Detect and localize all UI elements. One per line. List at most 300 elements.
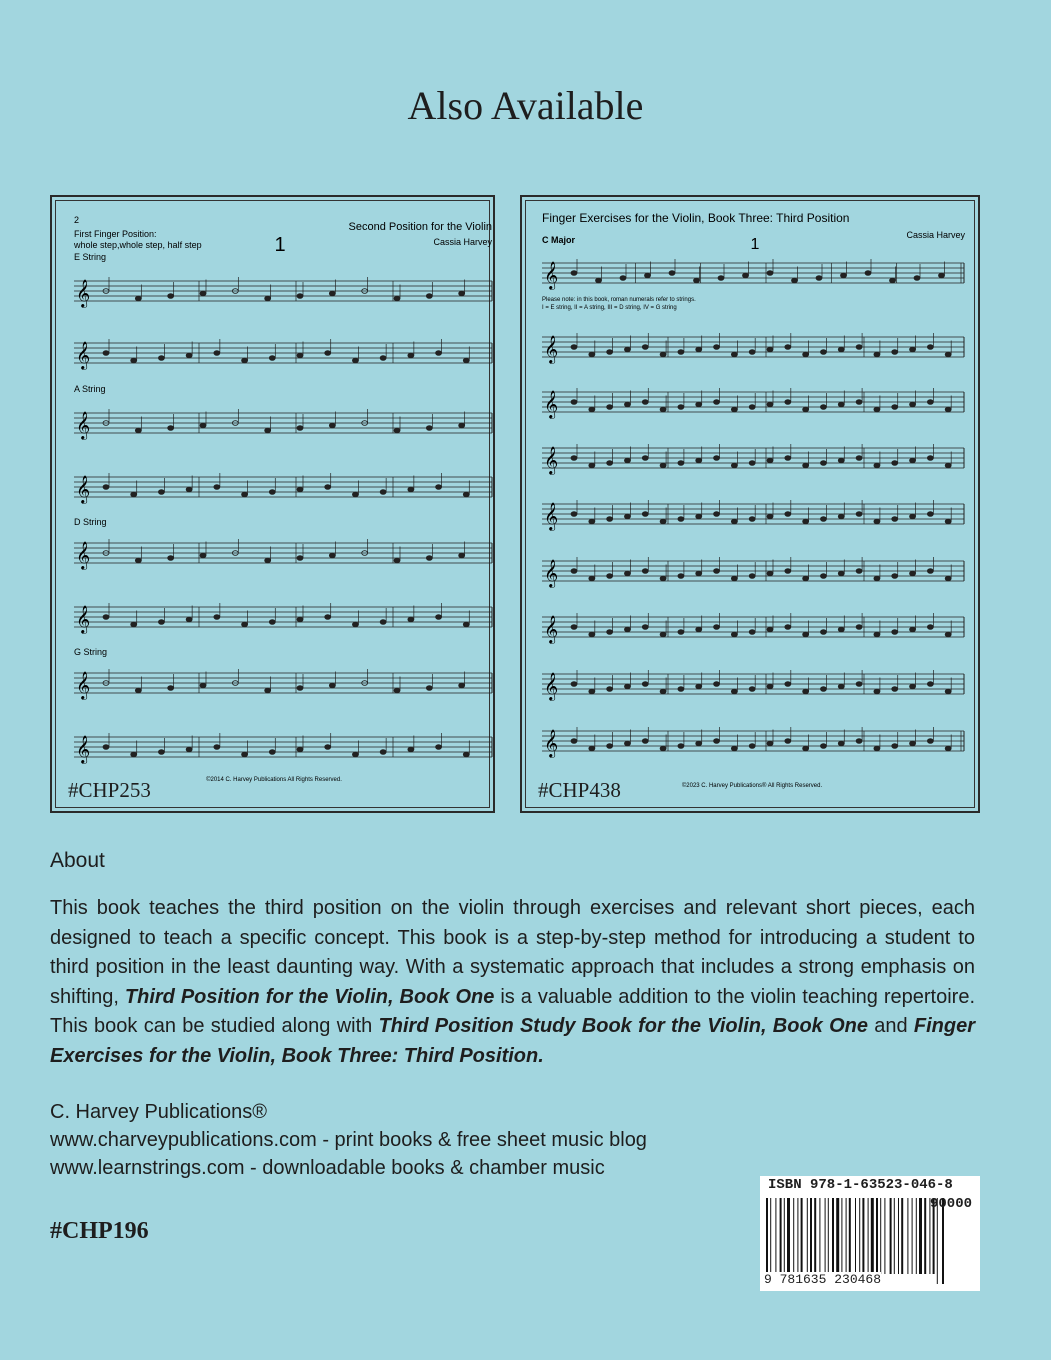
note (265, 428, 271, 433)
sheet-music-right (522, 197, 982, 815)
treble-clef-icon: 𝄞 (544, 615, 559, 643)
note (660, 632, 666, 637)
note (329, 291, 335, 296)
staff (74, 473, 492, 504)
string-label: E String (74, 252, 107, 262)
publisher-info (50, 1098, 647, 1182)
note (269, 620, 275, 625)
note (927, 569, 933, 574)
note (642, 682, 648, 687)
note (325, 745, 331, 750)
note (297, 353, 303, 358)
note (820, 405, 826, 410)
note (571, 400, 577, 405)
note (892, 517, 898, 522)
note (767, 514, 773, 519)
note (678, 630, 684, 635)
note (269, 490, 275, 495)
note (803, 746, 809, 751)
note (785, 739, 791, 744)
note (214, 615, 220, 620)
note (426, 294, 432, 299)
note (678, 574, 684, 579)
note (186, 353, 192, 358)
note (714, 682, 720, 687)
note (436, 351, 442, 356)
note (642, 345, 648, 350)
sheet-title: Finger Exercises for the Violin, Book Three: Third Position (542, 211, 850, 225)
note (678, 517, 684, 522)
note (892, 744, 898, 749)
note (803, 352, 809, 357)
note (820, 574, 826, 579)
note (678, 744, 684, 749)
note (394, 296, 400, 301)
staff (542, 259, 964, 290)
note (265, 558, 271, 563)
note (571, 456, 577, 461)
note (927, 512, 933, 517)
treble-clef-icon: 𝄞 (76, 475, 91, 503)
note (892, 461, 898, 466)
note (135, 296, 141, 301)
string-label: D String (74, 517, 107, 527)
note (103, 351, 109, 356)
note (380, 490, 386, 495)
note (927, 682, 933, 687)
treble-clef-icon: 𝄞 (76, 279, 91, 307)
about-title: About (50, 849, 105, 872)
note (803, 632, 809, 637)
note (731, 576, 737, 581)
about-description: This book teaches the third position on the violin through exercises and relevant short pieces, each designed to teach a specific concept. This book is a step-by-step method for introducing a student to third position in the least daunting way. With a systematic approach that includes a strong emphasis on shifting, Third Position for the Violin, Book One is a valuable addition to the violin teaching repertoire. This book can be studied along with Third Position Study Book for the Violin, Book One and Finger Exercises for the Violin, Book Three: Third Position. (50, 897, 976, 1067)
note (607, 687, 613, 692)
note (841, 273, 847, 278)
note (767, 347, 773, 352)
treble-clef-icon: 𝄞 (76, 605, 91, 633)
sheet-author: Cassia Harvey (433, 237, 492, 247)
note (767, 571, 773, 576)
note (785, 345, 791, 350)
note (642, 400, 648, 405)
note (749, 744, 755, 749)
note (696, 684, 702, 689)
note (714, 400, 720, 405)
note (426, 686, 432, 691)
note (803, 689, 809, 694)
key-label: C Major (542, 235, 576, 245)
treble-clef-icon: 𝄞 (544, 729, 559, 757)
note (731, 352, 737, 357)
staff (74, 539, 492, 570)
note (838, 402, 844, 407)
note (678, 461, 684, 466)
note (459, 291, 465, 296)
note (607, 630, 613, 635)
staff (542, 333, 964, 364)
treble-clef-icon: 𝄞 (76, 341, 91, 369)
note (820, 517, 826, 522)
note (718, 276, 724, 281)
sheet-author: Cassia Harvey (906, 230, 965, 240)
note (838, 458, 844, 463)
note (731, 519, 737, 524)
note (463, 622, 469, 627)
note (910, 514, 916, 519)
note (669, 271, 675, 276)
note (892, 350, 898, 355)
note (642, 739, 648, 744)
note (571, 569, 577, 574)
note (624, 684, 630, 689)
note (945, 689, 951, 694)
publisher-name: C. Harvey Publications® (50, 1101, 268, 1123)
treble-clef-icon: 𝄞 (544, 261, 559, 289)
note (785, 456, 791, 461)
note (131, 752, 137, 757)
note (856, 512, 862, 517)
note (731, 463, 737, 468)
note (571, 739, 577, 744)
sheet-music-left (52, 197, 497, 815)
note (242, 492, 248, 497)
note (945, 576, 951, 581)
note (678, 687, 684, 692)
note (838, 514, 844, 519)
note (874, 519, 880, 524)
note (408, 617, 414, 622)
note (186, 617, 192, 622)
note (620, 276, 626, 281)
page-number: 2 (74, 215, 80, 225)
note (607, 744, 613, 749)
note (856, 739, 862, 744)
note (865, 271, 871, 276)
note (660, 463, 666, 468)
sheet-copyright: ©2014 C. Harvey Publications All Rights Reserved. (206, 777, 342, 783)
note (749, 405, 755, 410)
note (571, 512, 577, 517)
note (242, 622, 248, 627)
note (892, 405, 898, 410)
note (856, 456, 862, 461)
note (820, 350, 826, 355)
note (607, 517, 613, 522)
note (927, 739, 933, 744)
note (714, 739, 720, 744)
note (103, 615, 109, 620)
treble-clef-icon: 𝄞 (544, 335, 559, 363)
note (436, 745, 442, 750)
note (329, 553, 335, 558)
note (660, 352, 666, 357)
note (910, 627, 916, 632)
note (103, 745, 109, 750)
treble-clef-icon: 𝄞 (76, 541, 91, 569)
note (910, 571, 916, 576)
note (914, 276, 920, 281)
note (352, 752, 358, 757)
note (325, 485, 331, 490)
note (158, 356, 164, 361)
note (624, 741, 630, 746)
note (660, 689, 666, 694)
staff (74, 669, 492, 700)
note (463, 492, 469, 497)
note (892, 630, 898, 635)
note (168, 426, 174, 431)
note (660, 576, 666, 581)
staff (542, 500, 964, 531)
note (200, 553, 206, 558)
note (749, 517, 755, 522)
note (131, 492, 137, 497)
note (408, 747, 414, 752)
note (749, 461, 755, 466)
note (624, 347, 630, 352)
note (297, 556, 303, 561)
note (749, 687, 755, 692)
note (785, 512, 791, 517)
treble-clef-icon: 𝄞 (544, 559, 559, 587)
note (696, 514, 702, 519)
note (910, 684, 916, 689)
note (767, 684, 773, 689)
note (214, 745, 220, 750)
note (660, 746, 666, 751)
note (749, 574, 755, 579)
note (945, 352, 951, 357)
note (642, 625, 648, 630)
note (910, 741, 916, 746)
staff (542, 613, 964, 644)
note (103, 485, 109, 490)
note (242, 358, 248, 363)
note (642, 456, 648, 461)
note (265, 296, 271, 301)
note (329, 683, 335, 688)
note (168, 686, 174, 691)
note (624, 627, 630, 632)
note (589, 463, 595, 468)
string-label: G String (74, 647, 108, 657)
note (269, 750, 275, 755)
note (803, 519, 809, 524)
staff (542, 670, 964, 701)
note (135, 688, 141, 693)
string-label: A String (74, 384, 106, 394)
note (678, 405, 684, 410)
staff (74, 277, 492, 308)
staff (542, 388, 964, 419)
note (856, 682, 862, 687)
note (927, 400, 933, 405)
note (892, 687, 898, 692)
note (624, 402, 630, 407)
note (624, 571, 630, 576)
note (927, 456, 933, 461)
note (131, 358, 137, 363)
note (607, 461, 613, 466)
also-available-heading: Also Available (407, 83, 644, 128)
note (838, 684, 844, 689)
note (820, 630, 826, 635)
staff (542, 557, 964, 588)
note (874, 689, 880, 694)
note (297, 294, 303, 299)
note (297, 686, 303, 691)
note (945, 407, 951, 412)
note (408, 487, 414, 492)
note (803, 576, 809, 581)
sheet-copyright: ©2023 C. Harvey Publications® All Rights Reserved. (681, 783, 823, 789)
note (749, 630, 755, 635)
treble-clef-icon: 𝄞 (544, 390, 559, 418)
note (352, 492, 358, 497)
note (459, 553, 465, 558)
note (463, 752, 469, 757)
note (200, 423, 206, 428)
note (910, 347, 916, 352)
note (607, 350, 613, 355)
note (696, 627, 702, 632)
note (645, 273, 651, 278)
note (856, 400, 862, 405)
note (820, 687, 826, 692)
note (571, 271, 577, 276)
note (607, 574, 613, 579)
book-code: #CHP253 (68, 778, 151, 802)
note (297, 487, 303, 492)
note (767, 741, 773, 746)
note (820, 744, 826, 749)
note (186, 747, 192, 752)
note (696, 458, 702, 463)
book-code: #CHP438 (538, 778, 621, 802)
note (607, 405, 613, 410)
note (910, 458, 916, 463)
publisher-site-2: www.learnstrings.com - downloadable books & chamber music (50, 1157, 605, 1179)
note (927, 625, 933, 630)
note (874, 463, 880, 468)
note (945, 463, 951, 468)
note (838, 627, 844, 632)
note (743, 273, 749, 278)
note (731, 746, 737, 751)
note (352, 622, 358, 627)
catalog-code: #CHP196 (50, 1218, 149, 1244)
note (874, 576, 880, 581)
note (394, 688, 400, 693)
note (696, 347, 702, 352)
note (589, 407, 595, 412)
note (459, 683, 465, 688)
note (186, 487, 192, 492)
note (589, 632, 595, 637)
staff (74, 339, 492, 370)
note (910, 402, 916, 407)
note (714, 625, 720, 630)
note (856, 569, 862, 574)
note (158, 750, 164, 755)
price-code: 90000 (930, 1196, 973, 1212)
note (642, 569, 648, 574)
note (436, 615, 442, 620)
note (589, 746, 595, 751)
treble-clef-icon: 𝄞 (544, 446, 559, 474)
note (714, 512, 720, 517)
note (696, 571, 702, 576)
subtitle-line1: First Finger Position: (74, 229, 157, 239)
note (135, 558, 141, 563)
subtitle-line2: whole step,whole step, half step (74, 240, 202, 250)
note (297, 426, 303, 431)
note (242, 752, 248, 757)
note (874, 632, 880, 637)
note (459, 423, 465, 428)
note (325, 615, 331, 620)
note (838, 741, 844, 746)
note (731, 689, 737, 694)
note (200, 291, 206, 296)
note (589, 576, 595, 581)
note (571, 345, 577, 350)
note (694, 278, 700, 283)
note (589, 352, 595, 357)
note (589, 519, 595, 524)
note (200, 683, 206, 688)
note (158, 620, 164, 625)
isbn-text: ISBN 978-1-63523-046-8 (768, 1177, 953, 1193)
exercise-number: 1 (750, 236, 760, 253)
note (408, 353, 414, 358)
note (785, 400, 791, 405)
note (214, 485, 220, 490)
note (678, 350, 684, 355)
note (394, 428, 400, 433)
note (767, 271, 773, 276)
note (624, 514, 630, 519)
note (945, 632, 951, 637)
note (214, 351, 220, 356)
note (767, 402, 773, 407)
note (380, 620, 386, 625)
note (589, 689, 595, 694)
note (329, 423, 335, 428)
note (168, 556, 174, 561)
treble-clef-icon: 𝄞 (544, 502, 559, 530)
note (792, 278, 798, 283)
note (856, 625, 862, 630)
note-line2: I = E string, II = A string, III = D string, IV = G string (542, 305, 677, 311)
staff (74, 409, 492, 440)
note (325, 351, 331, 356)
note (892, 574, 898, 579)
note (571, 682, 577, 687)
note (785, 625, 791, 630)
note (158, 490, 164, 495)
note (939, 273, 945, 278)
note (660, 407, 666, 412)
note (714, 345, 720, 350)
sheet-title: Second Position for the Violin (348, 221, 492, 233)
note (463, 358, 469, 363)
note (820, 461, 826, 466)
note (838, 571, 844, 576)
note (856, 345, 862, 350)
treble-clef-icon: 𝄞 (76, 411, 91, 439)
note (571, 625, 577, 630)
